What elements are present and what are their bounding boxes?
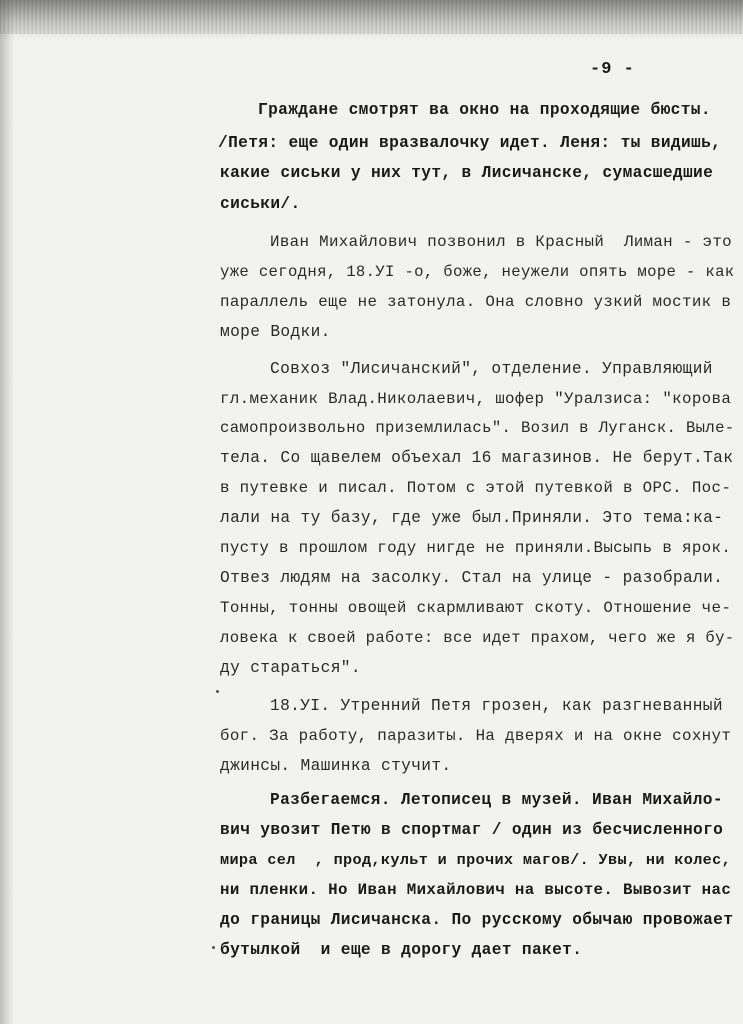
scan-shadow-top	[0, 0, 743, 34]
text-line: пусту в прошлом году нигде не приняли.Высыпь в ярок.	[220, 539, 732, 557]
text-line: ловека к своей работе: все идет прахом, чего же я бу-	[220, 629, 735, 647]
text-line: Граждане смотрят ва окно на проходящие бюсты.	[258, 101, 711, 119]
text-line: 18.УI. Утренний Петя грозен, как разгневанный	[270, 697, 723, 715]
text-line: джинсы. Машинка стучит.	[220, 757, 452, 775]
text-line: Разбегаемся. Летописец в музей. Иван Михайло-	[270, 791, 723, 809]
text-line: лали на ту базу, где уже был.Приняли. Это тема:ка-	[220, 509, 724, 527]
text-line: параллель еще не затонула. Она словно узкий мостик в	[220, 293, 732, 311]
text-line: бог. За работу, паразиты. На дверях и на окне сохнут	[220, 727, 732, 745]
text-line: Тонны, тонны овощей скармливают скоту. Отношение че-	[220, 599, 732, 617]
text-line: бутылкой и еще в дорогу дает пакет.	[220, 941, 583, 959]
text-line: в путевке и писал. Потом с этой путевкой в ОРС. Пос-	[220, 479, 732, 497]
text-line: сиськи/.	[220, 195, 301, 213]
text-line: мира сел , прод,культ и прочих магов/. Увы, ни колес,	[220, 851, 732, 869]
text-line: до границы Лисичанска. По русскому обычаю провожает	[220, 911, 734, 929]
text-line: море Водки.	[220, 323, 331, 341]
text-line: Иван Михайлович позвонил в Красный Лиман - это	[270, 233, 732, 251]
text-line: Отвез людям на засолку. Стал на улице - разобрали.	[220, 569, 724, 587]
text-line: вич увозит Петю в спортмаг / один из бесчисленного	[220, 821, 724, 839]
text-line: уже сегодня, 18.УI -о, боже, неужели опять море - как	[220, 263, 735, 281]
text-line: гл.механик Влад.Николаевич, шофер "Уралзиса: "корова	[220, 390, 732, 408]
text-line: самопроизвольно приземлилась". Возил в Луганск. Выле-	[220, 419, 735, 437]
text-line: Совхоз "Лисичанский", отделение. Управляющий	[270, 360, 713, 378]
page-number: -9 -	[590, 60, 635, 79]
text-line: ду стараться".	[220, 659, 361, 677]
scan-speck	[216, 690, 219, 693]
text-line: ни пленки. Но Иван Михайлович на высоте. Вывозит нас	[220, 881, 732, 899]
text-line: тела. Со щавелем объехал 16 магазинов. Не берут.Так	[220, 449, 734, 467]
scan-speck	[212, 946, 215, 949]
text-line: /Петя: еще один вразвалочку идет. Леня: ты видишь,	[218, 134, 722, 152]
scan-shadow-left	[0, 0, 14, 1024]
text-line: какие сиськи у них тут, в Лисичанске, сумасшедшие	[220, 164, 714, 182]
